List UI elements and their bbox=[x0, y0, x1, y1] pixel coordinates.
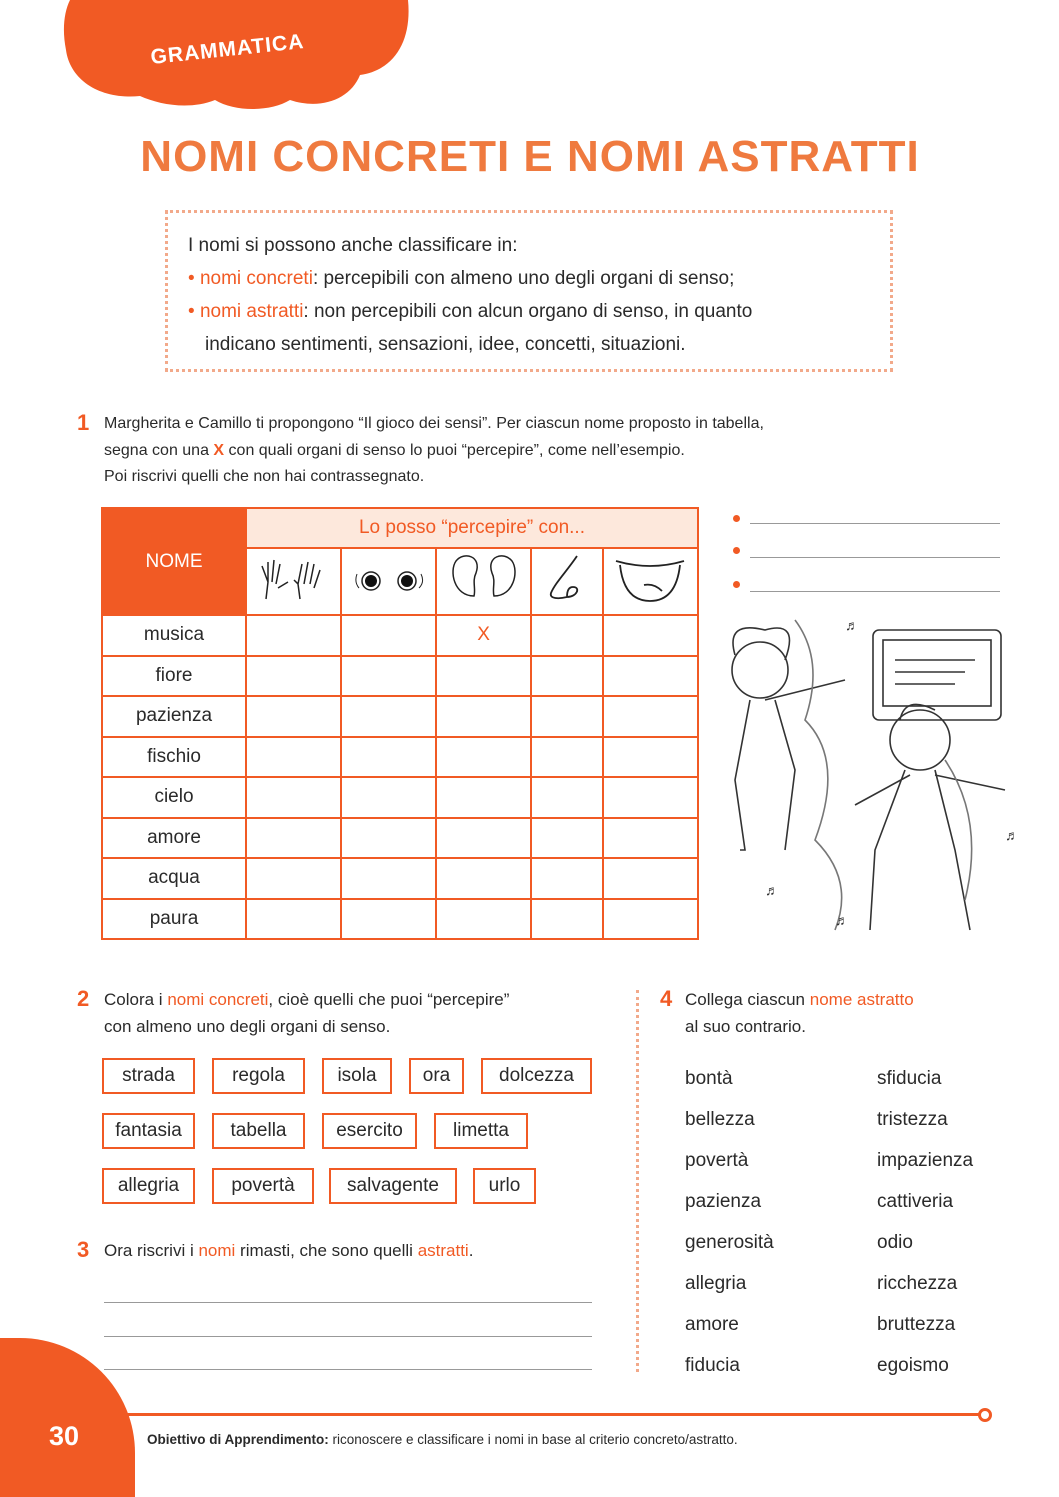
row-word: fischio bbox=[102, 737, 246, 778]
footer-rule bbox=[125, 1413, 982, 1416]
mark-cell[interactable] bbox=[246, 858, 341, 899]
mark-cell[interactable] bbox=[603, 656, 698, 697]
mark-cell[interactable] bbox=[341, 858, 436, 899]
exercise-4-instructions: Collega ciascun nome astratto al suo contrario. bbox=[685, 990, 914, 1036]
match-item[interactable]: odio bbox=[877, 1232, 913, 1253]
answer-line[interactable] bbox=[104, 1302, 592, 1303]
exercise-number: 4 bbox=[660, 986, 673, 1011]
mark-cell[interactable]: X bbox=[436, 615, 531, 656]
match-item[interactable]: cattiveria bbox=[877, 1191, 954, 1212]
hands-icon bbox=[246, 548, 341, 615]
senses-table bbox=[101, 507, 699, 940]
table-row bbox=[102, 696, 698, 737]
ears-icon bbox=[436, 548, 531, 615]
mark-cell[interactable] bbox=[436, 818, 531, 859]
mark-cell[interactable] bbox=[531, 656, 603, 697]
word-box[interactable]: urlo bbox=[473, 1168, 536, 1204]
opposites-list bbox=[877, 1058, 973, 1386]
mark-cell[interactable] bbox=[341, 737, 436, 778]
instr-line: segna con una X con quali organi di senso lo puoi “percepire”, come nell’esempio. bbox=[104, 441, 685, 459]
column-divider bbox=[636, 990, 639, 1372]
word-box[interactable]: isola bbox=[322, 1058, 392, 1094]
mark-cell[interactable] bbox=[436, 899, 531, 940]
mark-cell[interactable] bbox=[531, 899, 603, 940]
mark-cell[interactable] bbox=[436, 777, 531, 818]
row-word: musica bbox=[102, 615, 246, 656]
mark-cell[interactable] bbox=[341, 656, 436, 697]
match-item[interactable]: sfiducia bbox=[877, 1068, 942, 1089]
row-word: paura bbox=[102, 899, 246, 940]
mark-cell[interactable] bbox=[246, 737, 341, 778]
exercise-2-instructions: Colora i nomi concreti, cioè quelli che puoi “percepire” con almeno uno degli organi di senso. bbox=[104, 990, 510, 1036]
mark-cell[interactable] bbox=[531, 858, 603, 899]
mark-cell[interactable] bbox=[246, 615, 341, 656]
mark-cell[interactable] bbox=[341, 818, 436, 859]
svg-text:♬: ♬ bbox=[835, 912, 849, 928]
answer-line[interactable] bbox=[104, 1336, 592, 1337]
word-box[interactable]: regola bbox=[212, 1058, 305, 1094]
mark-cell[interactable] bbox=[246, 656, 341, 697]
mark-cell[interactable] bbox=[531, 615, 603, 656]
mark-cell[interactable] bbox=[531, 696, 603, 737]
mark-cell[interactable] bbox=[436, 858, 531, 899]
table-row bbox=[102, 899, 698, 940]
match-item[interactable]: impazienza bbox=[877, 1150, 974, 1171]
match-item[interactable]: allegria bbox=[685, 1273, 747, 1294]
word-box[interactable]: esercito bbox=[322, 1113, 417, 1149]
info-intro: I nomi si possono anche classificare in: bbox=[188, 235, 518, 256]
svg-text:♬: ♬ bbox=[845, 617, 859, 633]
info-item-concreti: • nomi concreti: percepibili con almeno uno degli organi di senso; bbox=[188, 268, 735, 289]
footer-rule-end bbox=[978, 1408, 992, 1422]
word-box[interactable]: allegria bbox=[102, 1168, 195, 1204]
mark-cell[interactable] bbox=[603, 615, 698, 656]
mark-cell[interactable] bbox=[246, 696, 341, 737]
eyes-icon bbox=[341, 548, 436, 615]
row-word: pazienza bbox=[102, 696, 246, 737]
nome-header: NOME bbox=[102, 508, 246, 615]
mark-cell[interactable] bbox=[603, 737, 698, 778]
row-word: acqua bbox=[102, 858, 246, 899]
mouth-icon bbox=[603, 548, 698, 615]
mark-cell[interactable] bbox=[531, 737, 603, 778]
bullet-icon bbox=[733, 547, 740, 554]
mark-cell[interactable] bbox=[436, 696, 531, 737]
match-item[interactable]: generosità bbox=[685, 1232, 774, 1253]
word-box[interactable]: dolcezza bbox=[481, 1058, 592, 1094]
word-box[interactable]: povertà bbox=[212, 1168, 314, 1204]
info-item-astratti-cont: indicano sentimenti, sensazioni, idee, concetti, situazioni. bbox=[205, 334, 686, 355]
svg-text:♬: ♬ bbox=[1005, 827, 1019, 843]
page-title: NOMI CONCRETI E NOMI ASTRATTI bbox=[140, 132, 920, 181]
abstract-nouns-list bbox=[685, 1058, 774, 1386]
answer-line[interactable] bbox=[750, 557, 1000, 558]
match-item[interactable]: bontà bbox=[685, 1068, 733, 1089]
match-item[interactable]: pazienza bbox=[685, 1191, 762, 1212]
match-item[interactable]: egoismo bbox=[877, 1355, 949, 1376]
mark-cell[interactable] bbox=[246, 818, 341, 859]
word-box[interactable]: limetta bbox=[434, 1113, 528, 1149]
mark-cell[interactable] bbox=[531, 777, 603, 818]
word-box[interactable]: fantasia bbox=[102, 1113, 195, 1149]
match-item[interactable]: fiducia bbox=[685, 1355, 740, 1376]
match-item[interactable]: ricchezza bbox=[877, 1273, 958, 1294]
mark-cell[interactable] bbox=[341, 696, 436, 737]
instr-line: Poi riscrivi quelli che non hai contrassegnato. bbox=[104, 468, 425, 485]
svg-text:♬: ♬ bbox=[765, 882, 779, 898]
nose-icon bbox=[531, 548, 603, 615]
mark-cell[interactable] bbox=[341, 615, 436, 656]
exercise-1-instructions bbox=[104, 411, 764, 491]
word-box[interactable]: ora bbox=[409, 1058, 464, 1094]
mark-cell[interactable] bbox=[603, 899, 698, 940]
match-item[interactable]: tristezza bbox=[877, 1109, 948, 1130]
answer-line[interactable] bbox=[104, 1369, 592, 1370]
mark-cell[interactable] bbox=[436, 737, 531, 778]
exercise-3-instructions: Ora riscrivi i nomi rimasti, che sono quelli astratti. bbox=[104, 1241, 474, 1260]
mark-cell[interactable] bbox=[603, 858, 698, 899]
match-item[interactable]: bellezza bbox=[685, 1109, 755, 1130]
table-row bbox=[102, 858, 698, 899]
match-item[interactable]: amore bbox=[685, 1314, 739, 1335]
section-label: GRAMMATICA bbox=[149, 30, 306, 70]
page-number-badge bbox=[0, 1338, 135, 1497]
mark-cell[interactable] bbox=[603, 818, 698, 859]
row-word: cielo bbox=[102, 777, 246, 818]
info-item-astratti: • nomi astratti: non percepibili con alcun organo di senso, in quanto bbox=[188, 301, 753, 322]
mark-cell[interactable] bbox=[246, 899, 341, 940]
mark-cell[interactable] bbox=[603, 696, 698, 737]
exercise-number: 1 bbox=[77, 410, 90, 435]
mark-cell[interactable] bbox=[341, 777, 436, 818]
table-row bbox=[102, 615, 698, 656]
match-item[interactable]: bruttezza bbox=[877, 1314, 956, 1335]
instr-line: Margherita e Camillo ti propongono “Il gioco dei sensi”. Per ciascun nome proposto in tabella, bbox=[104, 415, 764, 432]
mark-cell[interactable] bbox=[436, 656, 531, 697]
mark-cell[interactable] bbox=[531, 818, 603, 859]
exercise-number: 2 bbox=[77, 986, 90, 1011]
bullet-icon bbox=[733, 515, 740, 522]
row-word: fiore bbox=[102, 656, 246, 697]
match-item[interactable]: povertà bbox=[685, 1150, 749, 1171]
senses-header: Lo posso “percepire” con... bbox=[246, 508, 698, 548]
mark-cell[interactable] bbox=[246, 777, 341, 818]
table-row bbox=[102, 777, 698, 818]
mark-cell[interactable] bbox=[341, 899, 436, 940]
children-dancing-illustration bbox=[705, 600, 1025, 945]
table-row bbox=[102, 656, 698, 697]
word-box[interactable]: tabella bbox=[212, 1113, 305, 1149]
answer-line[interactable] bbox=[750, 523, 1000, 524]
info-box bbox=[165, 210, 893, 372]
bullet-icon bbox=[733, 581, 740, 588]
table-row bbox=[102, 737, 698, 778]
table-row bbox=[102, 818, 698, 859]
word-box[interactable]: strada bbox=[102, 1058, 195, 1094]
word-box[interactable]: salvagente bbox=[329, 1168, 457, 1204]
exercise-number: 3 bbox=[77, 1237, 90, 1262]
mark-cell[interactable] bbox=[603, 777, 698, 818]
answer-line[interactable] bbox=[750, 591, 1000, 592]
row-word: amore bbox=[102, 818, 246, 859]
learning-objective: Obiettivo di Apprendimento: riconoscere e classificare i nomi in base al criterio concreto/astratto. bbox=[147, 1432, 738, 1447]
page-number: 30 bbox=[49, 1421, 80, 1451]
